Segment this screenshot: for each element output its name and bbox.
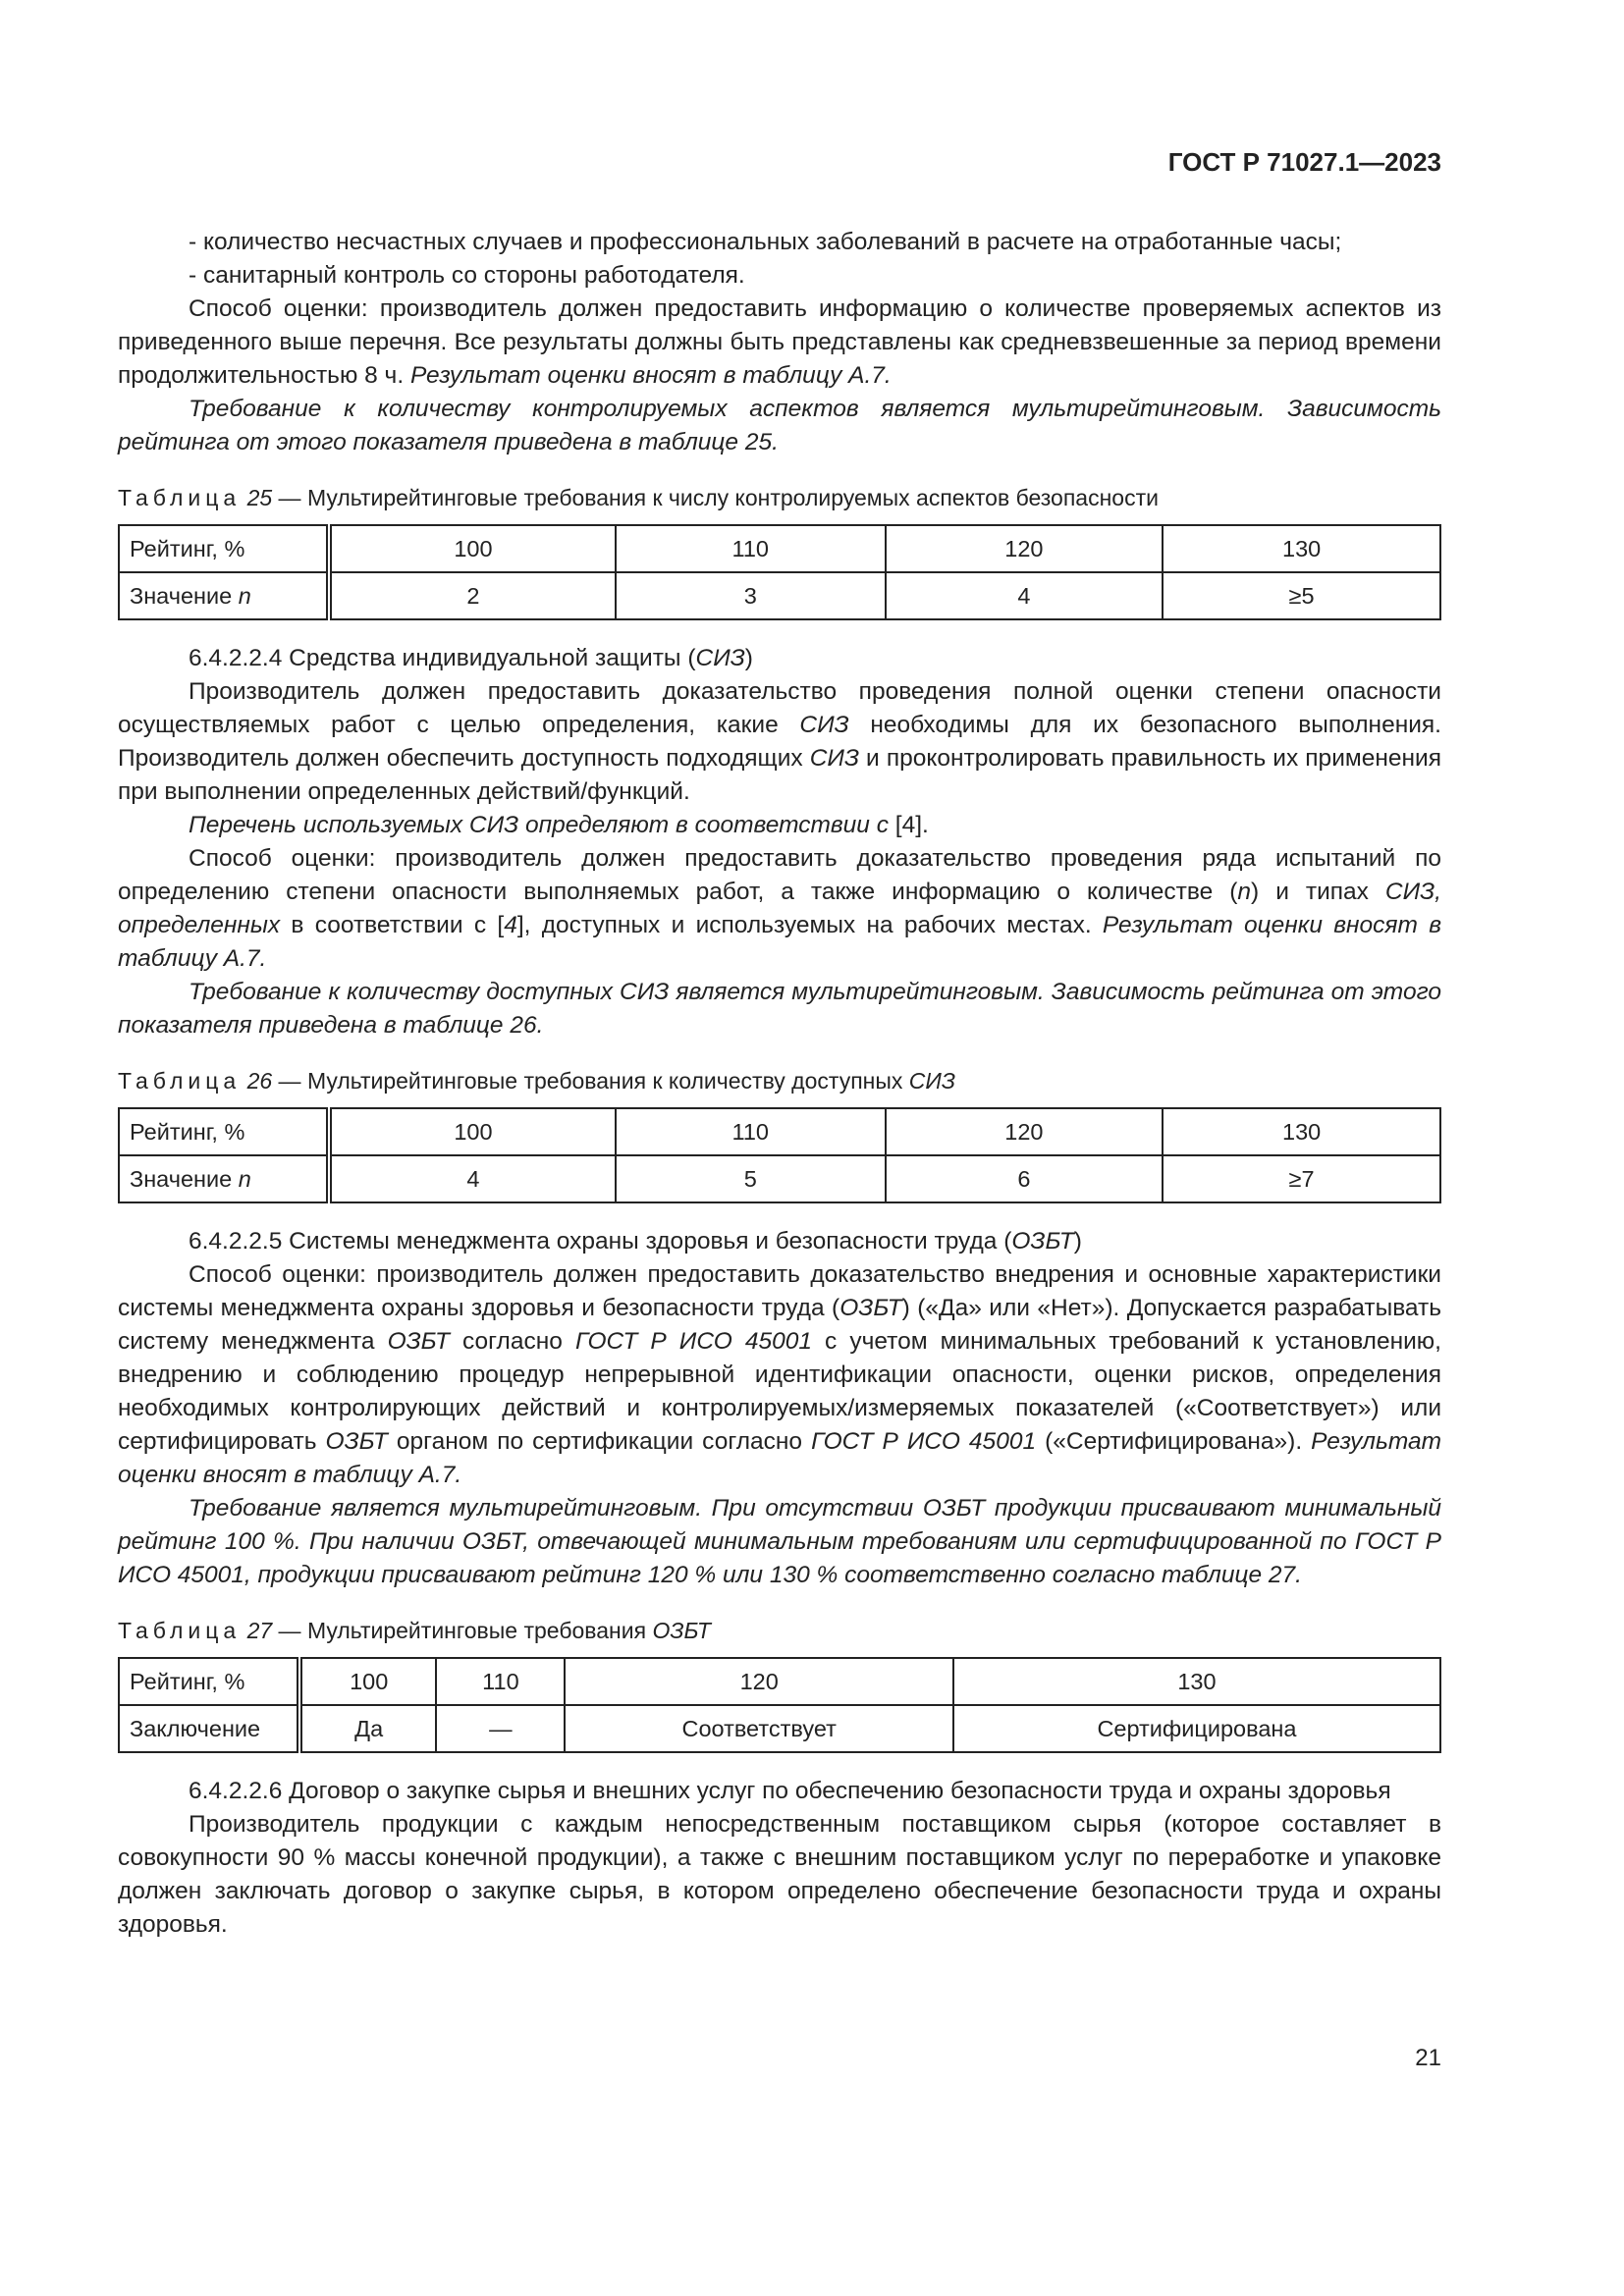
document-number-header: ГОСТ Р 71027.1—2023: [1167, 147, 1441, 177]
text-run: Производитель продукции с каждым непосредственным поставщиком сырья (которое составляет в совокупности 90 % массы конечной продукции), а также с внешним поставщиком услуг по переработке и упаковке должен заключать договор о закупке сырья, в котором определено обеспечение безопасности труда и охраны здоровья.: [118, 1811, 1441, 1938]
table-cell: ≥7: [1163, 1155, 1440, 1202]
text-run: СИЗ: [809, 745, 859, 772]
paragraph: [118, 226, 1441, 259]
table-cell: 4: [329, 1155, 616, 1202]
text-run: ], доступных и используемых на рабочих местах.: [516, 912, 1103, 938]
text-run: - количество несчастных случаев и профессиональных заболеваний в расчете на отработанные часы;: [189, 229, 1342, 255]
text-run: Результат оценки вносят в таблицу А.7.: [409, 362, 892, 389]
table-row: [119, 1658, 1440, 1705]
text-run: Заключение: [130, 1716, 261, 1741]
paragraph: [118, 842, 1441, 976]
paragraph: [118, 293, 1441, 393]
text-run: ): [744, 645, 753, 671]
text-run: n: [1237, 879, 1252, 905]
table-cell: 130: [953, 1658, 1440, 1705]
text-run: ОЗБТ: [839, 1295, 902, 1321]
row-header: [119, 1658, 299, 1705]
text-run: Способ оценки: производитель должен предоставить информацию о количестве проверяемых аспектов из приведенного выше перечня. Все результаты должны быть представлены как средневзвешенные за период времени продолжительностью 8 ч.: [118, 295, 1441, 389]
paragraph: [118, 1258, 1441, 1492]
text-run: ОЗБТ: [387, 1328, 450, 1355]
table-cell: 120: [565, 1658, 952, 1705]
table-cell: Соответствует: [565, 1705, 952, 1752]
rating-table: [118, 1107, 1441, 1203]
table-caption: [118, 1614, 1441, 1647]
table-row: [119, 525, 1440, 572]
table-cell: 3: [616, 572, 886, 619]
text-run: ): [1073, 1228, 1082, 1255]
table-cell: 6: [886, 1155, 1164, 1202]
table-row: [119, 1705, 1440, 1752]
text-run: ОЗБТ: [325, 1428, 388, 1455]
page-number: 21: [1415, 2045, 1441, 2071]
row-header: [119, 1705, 299, 1752]
text-run: Требование к количеству контролируемых аспектов является мультирейтинговым. Зависимость рейтинга от этого показателя приведена в таблице 25.: [118, 396, 1441, 455]
caption-label: Таблица: [118, 485, 242, 510]
row-header: [119, 572, 329, 619]
paragraph: [118, 675, 1441, 809]
text-run: 4: [504, 912, 517, 938]
text-run: органом по сертификации согласно: [387, 1428, 812, 1455]
text-run: Перечень используемых СИЗ определяют в соответствии с: [189, 812, 895, 838]
table-cell: 100: [299, 1658, 436, 1705]
table-caption: [118, 1064, 1441, 1097]
text-run: ОЗБТ: [652, 1618, 711, 1643]
row-header: [119, 1155, 329, 1202]
text-run: СИЗ: [908, 1068, 955, 1094]
row-header: [119, 525, 329, 572]
paragraph: [118, 1492, 1441, 1592]
table-cell: 4: [886, 572, 1164, 619]
text-run: СИЗ: [695, 645, 745, 671]
text-run: («Сертифицирована»).: [1036, 1428, 1312, 1455]
text-run: Способ оценки: производитель должен предоставить доказательство внедрения и основные характеристики системы менеджмента охраны здоровья и безопасности труда (: [118, 1261, 1441, 1321]
text-run: Требование к количеству доступных СИЗ является мультирейтинговым. Зависимость рейтинга от этого показателя приведена в таблице 26.: [118, 979, 1441, 1039]
table-cell: 120: [886, 1108, 1164, 1155]
text-run: СИЗ, определенных: [118, 879, 1441, 938]
table-cell: 120: [886, 525, 1164, 572]
text-run: и проконтролировать правильность их применения при выполнении определенных действий/функций.: [118, 745, 1441, 805]
rating-table: [118, 524, 1441, 620]
table-cell: Да: [299, 1705, 436, 1752]
table-number: 27: [246, 1618, 273, 1643]
text-run: Требование является мультирейтинговым. При отсутствии ОЗБТ продукции присваивают минимальный рейтинг 100 %. При наличии ОЗБТ, отвечающей минимальным требованиям или сертифицированной по ГОСТ Р ИСО 45001, продукции присваивают рейтинг 120 % или 130 % соответственно согласно таблице 27.: [118, 1495, 1441, 1588]
text-run: — Мультирейтинговые требования к числу контролируемых аспектов безопасности: [272, 485, 1159, 510]
table-cell: 110: [616, 1108, 886, 1155]
table-caption: [118, 481, 1441, 514]
table-cell: 2: [329, 572, 616, 619]
text-run: СИЗ: [799, 712, 849, 738]
table-cell: 110: [616, 525, 886, 572]
row-header: [119, 1108, 329, 1155]
text-run: в соответствии с [: [280, 912, 505, 938]
text-run: Результат оценки вносят в таблицу А.7.: [118, 912, 1441, 972]
table-cell: 130: [1163, 1108, 1440, 1155]
table-cell: —: [436, 1705, 565, 1752]
paragraph: [118, 809, 1441, 842]
paragraph: [118, 976, 1441, 1042]
text-run: [4].: [894, 812, 929, 838]
table-cell: 100: [329, 1108, 616, 1155]
text-run: Результат оценки вносят в таблицу А.7.: [118, 1428, 1442, 1488]
text-run: 6.4.2.2.5 Системы менеджмента охраны здоровья и безопасности труда (: [189, 1228, 1012, 1255]
table-cell: 5: [616, 1155, 886, 1202]
text-run: согласно: [449, 1328, 575, 1355]
caption-label: Таблица: [118, 1618, 242, 1643]
table-cell: Сертифицирована: [953, 1705, 1440, 1752]
text-run: ) и типах: [1251, 879, 1385, 905]
rating-table: [118, 1657, 1441, 1753]
paragraph: [118, 393, 1441, 459]
paragraph: [118, 1225, 1441, 1258]
text-run: Значение: [130, 1166, 239, 1192]
text-run: ОЗБТ: [1011, 1228, 1074, 1255]
text-run: Значение: [130, 583, 239, 609]
text-run: Рейтинг, %: [130, 1669, 245, 1694]
caption-label: Таблица: [118, 1068, 242, 1094]
table-row: [119, 1108, 1440, 1155]
table-number: 25: [246, 485, 273, 510]
text-run: необходимы для их безопасного выполнения. Производитель должен обеспечить доступность подходящих: [118, 712, 1441, 772]
text-run: Способ оценки: производитель должен предоставить доказательство проведения ряда испытаний по определению степени опасности выполняемых работ, а также информацию о количестве (: [118, 845, 1441, 905]
text-run: - санитарный контроль со стороны работодателя.: [189, 262, 745, 289]
text-run: n: [238, 583, 251, 609]
document-body: [118, 226, 1441, 1942]
text-run: 6.4.2.2.6 Договор о закупке сырья и внешних услуг по обеспечению безопасности труда и охраны здоровья: [189, 1778, 1391, 1804]
paragraph: [118, 642, 1441, 675]
table-cell: 100: [329, 525, 616, 572]
paragraph: [118, 1808, 1441, 1942]
text-run: Рейтинг, %: [130, 536, 245, 561]
text-run: 6.4.2.2.4 Средства индивидуальной защиты (: [189, 645, 696, 671]
text-run: ГОСТ Р ИСО 45001: [811, 1428, 1037, 1455]
table-row: [119, 1155, 1440, 1202]
text-run: — Мультирейтинговые требования к количеству доступных: [272, 1068, 909, 1094]
table-row: [119, 572, 1440, 619]
table-number: 26: [246, 1068, 273, 1094]
paragraph: [118, 259, 1441, 293]
paragraph: [118, 1775, 1441, 1808]
table-cell: 110: [436, 1658, 565, 1705]
text-run: ) («Да» или «Нет»). Допускается разрабатывать систему менеджмента: [118, 1295, 1442, 1355]
text-run: ГОСТ Р ИСО 45001: [574, 1328, 812, 1355]
text-run: Производитель должен предоставить доказательство проведения полной оценки степени опасности осуществляемых работ с целью определения, какие: [118, 678, 1441, 738]
text-run: Рейтинг, %: [130, 1119, 245, 1145]
table-cell: ≥5: [1163, 572, 1440, 619]
table-cell: 130: [1163, 525, 1440, 572]
text-run: с учетом минимальных требований к установлению, внедрению и соблюдению процедур непрерывной идентификации опасности, оценки рисков, определения необходимых контролирующих действий и контролируемых/измеряемых показателей («Соответствует») или сертифицировать: [118, 1328, 1441, 1455]
text-run: n: [238, 1166, 251, 1192]
text-run: — Мультирейтинговые требования: [272, 1618, 653, 1643]
